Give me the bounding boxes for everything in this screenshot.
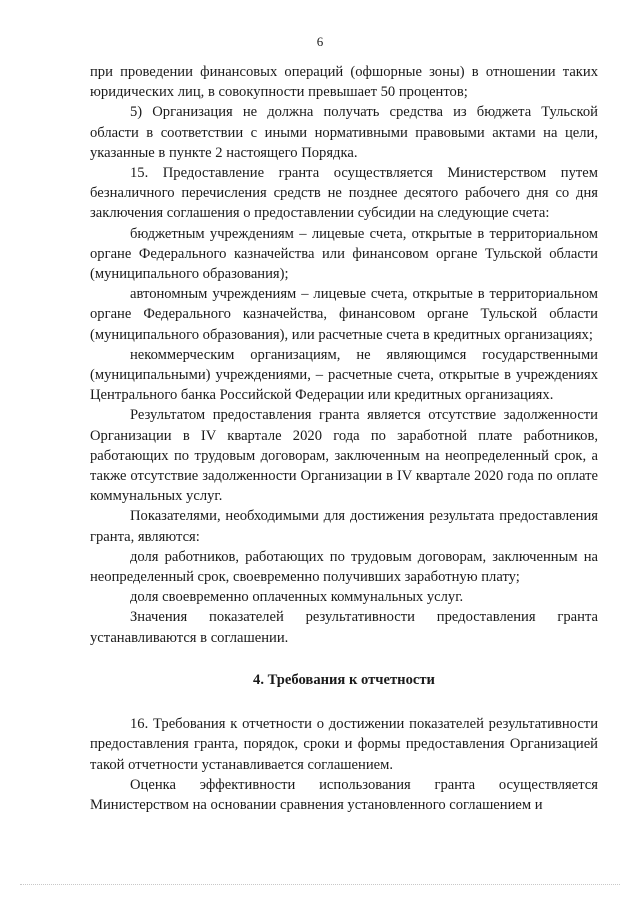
paragraph: Результатом предоставления гранта является отсутствие задолженности Организации в IV квартале 2020 года по заработной плате работников, работающих по трудовым договорам, заключенным на неопределенный срок, а также отсутствие задолженности Организации в IV квартале 2020 года по оплате коммунальных услуг. [90, 407, 598, 505]
page-number: 6 [316, 34, 324, 49]
section-heading: 4. Требования к отчетности [253, 671, 435, 688]
paragraph: бюджетным учреждениям – лицевые счета, открытые в территориальном органе Федерального казначейства или финансовом органе Тульской области (муниципального образования); [90, 225, 598, 283]
body-text-top [90, 62, 598, 648]
paragraph: 15. Предоставление гранта осуществляется Министерством путем безналичного перечисления средств не позднее десятого рабочего дня со дня заключения соглашения о предоставлении субсидии на следующие счета: [90, 165, 598, 222]
body-text-bottom [90, 714, 598, 815]
scan-artifact-line [20, 884, 620, 889]
paragraph: Значения показателей результативности предоставления гранта устанавливаются в соглашении. [90, 609, 598, 646]
page-content [90, 62, 598, 815]
paragraph: доля своевременно оплаченных коммунальных услуг. [130, 589, 464, 606]
paragraph: доля работников, работающих по трудовым договорам, заключенным на неопределенный срок, своевременно получивших заработную плату; [90, 548, 598, 586]
paragraph: 5) Организация не должна получать средства из бюджета Тульской области в соответствии с иными нормативными правовыми актами на цели, указанные в пункте 2 настоящего Порядка. [90, 104, 598, 161]
paragraph: автономным учреждениям – лицевые счета, открытые в территориальном органе Федерального казначейства, финансовом органе Тульской области (муниципального образования), или расчетные счета в кредитных организациях; [90, 286, 598, 343]
paragraph: Показателями, необходимыми для достижения результата предоставления гранта, являются: [90, 508, 598, 545]
paragraph: Оценка эффективности использования гранта осуществляется Министерством на основании сравнения установленного соглашением и [90, 776, 598, 813]
paragraph: некоммерческим организациям, не являющимся государственными (муниципальными) учреждениями, – расчетные счета, открытые в учреждениях Центрального банка Российской Федерации или кредитных организациях. [90, 346, 598, 404]
paragraph: 16. Требования к отчетности о достижении показателей результативности предоставления гранта, порядок, сроки и формы предоставления Организацией такой отчетности устанавливается соглашением. [90, 716, 598, 773]
paragraph: при проведении финансовых операций (офшорные зоны) в отношении таких юридических лиц, в совокупности превышает 50 процентов; [90, 64, 598, 101]
